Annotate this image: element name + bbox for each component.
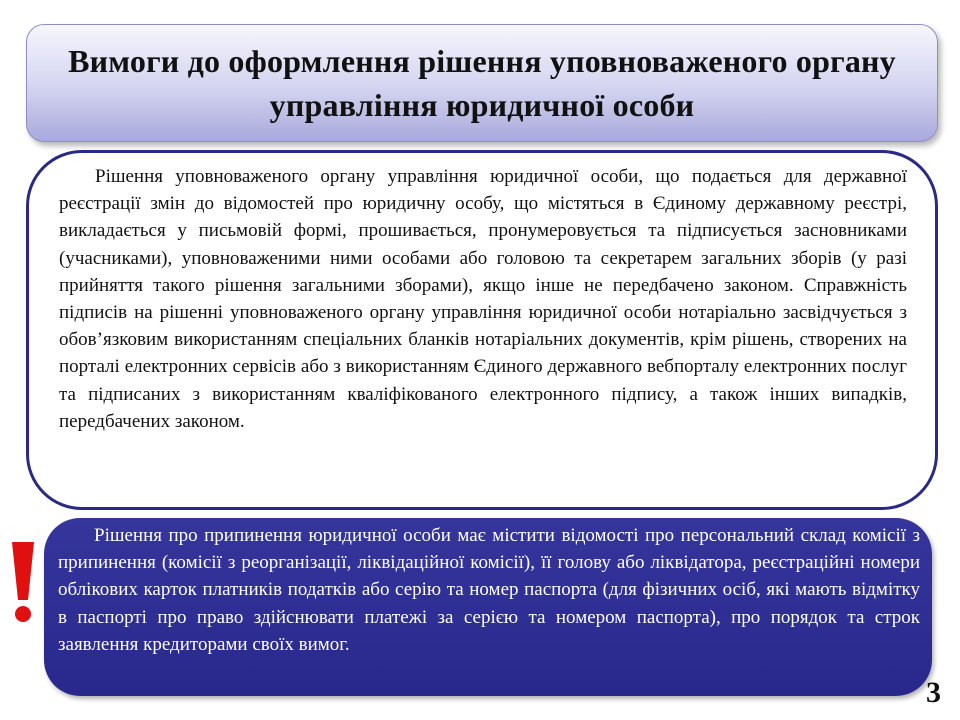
liquidation-paragraph: Рішення про припинення юридичної особи має містити відомості про персональний склад комісії з припинення (комісії з реорганізації, ліквідаційної комісії), її голову або ліквідатора, реєстраційні номери облікових карток платників податків або серію та номер паспорта (для фізичних осіб, які мають відмітку в паспорті про право здійснювати платежі за серією та номером паспорта), про порядок та строк заявлення кредиторами своїх вимог. [58,525,920,655]
exclamation-icon [6,540,40,626]
liquidation-note-box [44,518,932,696]
title-box [26,24,938,142]
requirements-paragraph: Рішення уповноваженого органу управління юридичної особи, що подається для державної реєстрації змін до відомостей про юридичну особу, що містяться в Єдиному державному реєстрі, викладається у письмовій формі, прошивається, пронумеровується та підписується засновниками (учасниками), уповноваженими ними особами або головою та секретарем загальних зборів (у разі прийняття такого рішення загальними зборами), якщо інше не передбачено законом. Справжність підписів на рішенні уповноваженого органу управління юридичної особи нотаріально засвідчується з обов’язковим використанням спеціальних бланків нотаріальних документів, крім рішень, створених на порталі електронних сервісів або з використанням Єдиного державного вебпорталу електронних послуг та підписаних з використанням кваліфікованого електронного підпису, а також інших випадків, передбачених законом. [59,166,907,432]
slide-title: Вимоги до оформлення рішення уповноваженого органу управління юридичної особи [68,43,896,123]
requirements-text-box [26,150,938,510]
page-number: 3 [926,676,941,709]
